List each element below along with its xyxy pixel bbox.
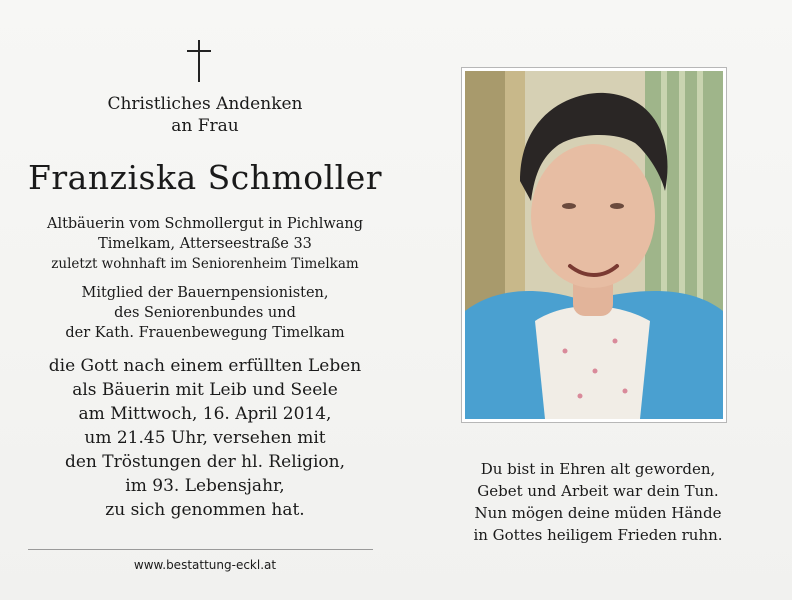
intro-line-2: an Frau: [171, 116, 239, 136]
verse-line-2: Gebet und Arbeit war dein Tun.: [477, 482, 719, 500]
membership-line-3: der Kath. Frauenbewegung Timelkam: [65, 325, 345, 341]
details-line-3: zuletzt wohnhaft im Seniorenheim Timelkam: [51, 256, 359, 272]
deceased-name: Franziska Schmoller: [27, 158, 383, 197]
website-link[interactable]: www.bestattung-eckl.at: [133, 558, 277, 572]
details-line-1: Altbäuerin vom Schmollergut in Pichlwang: [46, 216, 364, 232]
portrait-photo: [465, 71, 723, 419]
obituary-line-5: den Tröstungen der hl. Religion,: [64, 452, 346, 472]
membership-block: [20, 283, 390, 343]
intro-line-1: Christliches Andenken: [107, 94, 303, 114]
divider: [28, 549, 373, 550]
obituary-line-1: die Gott nach einem erfüllten Leben: [48, 356, 362, 376]
verse-line-4: in Gottes heiligem Frieden ruhn.: [473, 526, 723, 544]
verse-block: [438, 458, 758, 546]
membership-line-1: Mitglied der Bauernpensionisten,: [81, 285, 329, 301]
obituary-line-4: um 21.45 Uhr, versehen mit: [84, 428, 326, 448]
obituary-block: [20, 354, 390, 522]
obituary-line-2: als Bäuerin mit Leib und Seele: [72, 380, 338, 400]
details-block: [20, 214, 390, 274]
portrait-frame: [461, 67, 727, 423]
cross-icon: [184, 40, 214, 82]
membership-line-2: des Seniorenbundes und: [114, 305, 296, 321]
obituary-line-7: zu sich genommen hat.: [105, 500, 305, 520]
verse-line-1: Du bist in Ehren alt geworden,: [480, 460, 716, 478]
details-line-2: Timelkam, Atterseestraße 33: [98, 236, 312, 252]
obituary-line-6: im 93. Lebensjahr,: [125, 476, 285, 496]
verse-line-3: Nun mögen deine müden Hände: [474, 504, 722, 522]
intro-text: [20, 93, 390, 137]
obituary-line-3: am Mittwoch, 16. April 2014,: [78, 404, 332, 424]
